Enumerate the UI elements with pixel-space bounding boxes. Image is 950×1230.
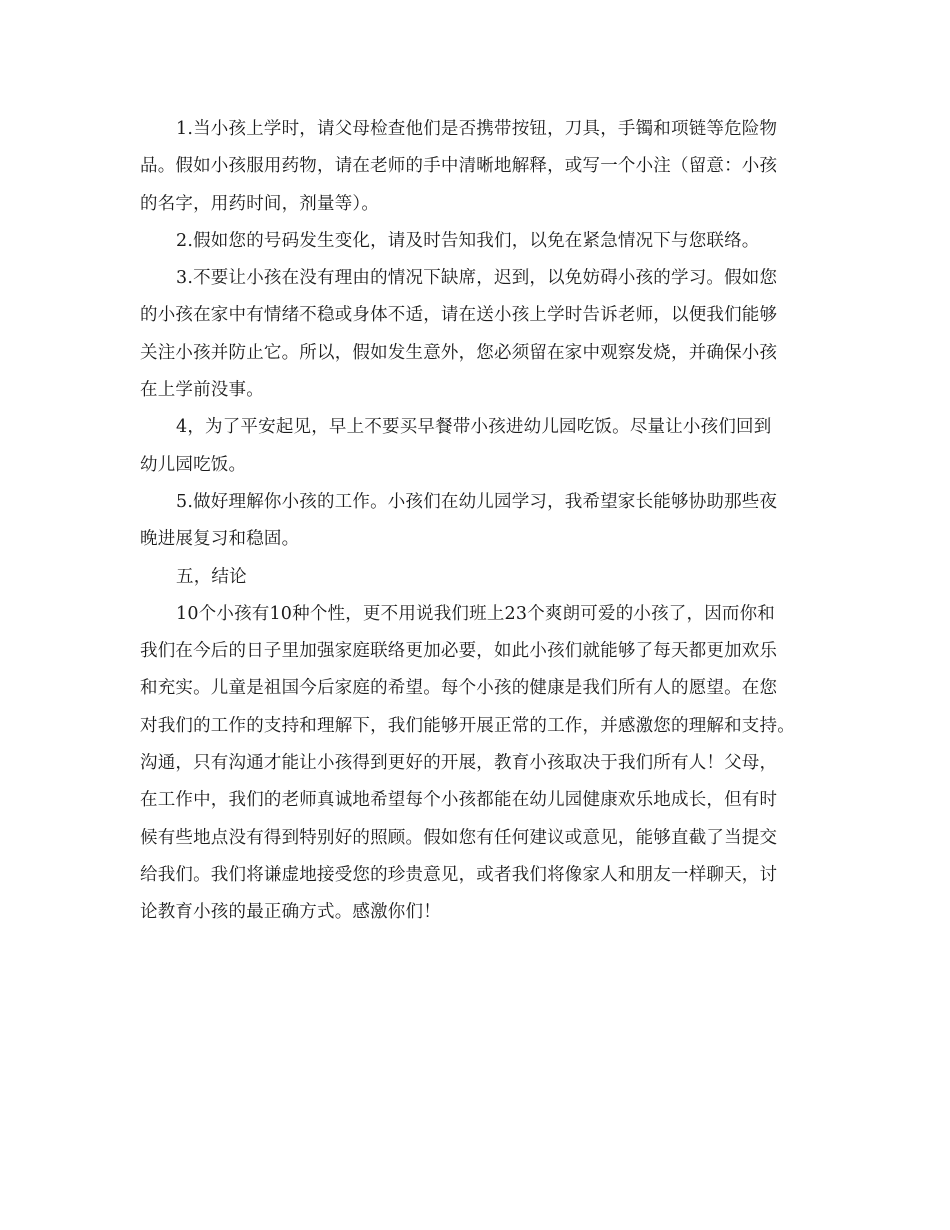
paragraph-1-line-1: 1.当小孩上学时，请父母检查他们是否携带按钮，刀具，手镯和项链等危险物 [176, 119, 778, 139]
paragraph-1-line-2: 品。假如小孩服用药物，请在老师的手中清晰地解释，或写一个小注（留意：小孩 [140, 156, 778, 177]
conclusion-line-5: 沟通，只有沟通才能让小孩得到更好的开展，教育小孩取决于我们所有人！父母， [140, 753, 778, 774]
paragraph-5-line-1: 5.做好理解你小孩的工作。小孩们在幼儿园学习，我希望家长能够协助那些夜 [176, 491, 778, 512]
conclusion-line-2: 我们在今后的日子里加强家庭联络更加必要，如此小孩们就能够了每天都更加欢乐 [140, 641, 778, 662]
paragraph-1-line-3: 的名字，用药时间，剂量等）。 [140, 193, 380, 214]
paragraph-4-line-2: 幼儿园吃饭。 [140, 454, 247, 475]
conclusion-line-9: 论教育小孩的最正确方式。感激你们！ [140, 902, 441, 923]
paragraph-2-line-1: 2.假如您的号码发生变化，请及时告知我们，以免在紧急情况下与您联络。 [176, 230, 760, 251]
conclusion-line-6: 在工作中，我们的老师真诚地希望每个小孩都能在幼儿园健康欢乐地成长，但有时 [140, 790, 778, 811]
conclusion-line-1: 10个小孩有10种个性，更不用说我们班上23个爽朗可爱的小孩了，因而你和 [176, 603, 776, 624]
conclusion-line-7: 候有些地点没有得到特别好的照顾。假如您有任何建议或意见，能够直截了当提交 [140, 827, 778, 848]
section-heading-conclusion: 五，结论 [176, 566, 247, 587]
conclusion-line-4: 对我们的工作的支持和理解下，我们能够开展正常的工作，并感激您的理解和支持。 [140, 715, 795, 736]
paragraph-3-line-4: 在上学前没事。 [140, 380, 264, 401]
document-body [140, 116, 812, 937]
paragraph-4-line-1: 4，为了平安起见，早上不要买早餐带小孩进幼儿园吃饭。尽量让小孩们回到 [176, 417, 772, 438]
paragraph-3-line-3: 关注小孩并防止它。所以，假如发生意外，您必须留在家中观察发烧，并确保小孩 [140, 342, 778, 363]
paragraph-3-line-2: 的小孩在家中有情绪不稳或身体不适，请在送小孩上学时告诉老师，以便我们能够 [140, 305, 778, 326]
paragraph-3-line-1: 3.不要让小孩在没有理由的情况下缺席，迟到，以免妨碍小孩的学习。假如您 [176, 268, 778, 289]
conclusion-line-3: 和充实。儿童是祖国今后家庭的希望。每个小孩的健康是我们所有人的愿望。在您 [140, 678, 778, 699]
conclusion-line-8: 给我们。我们将谦虚地接受您的珍贵意见，或者我们将像家人和朋友一样聊天，讨 [140, 864, 778, 885]
paragraph-5-line-2: 晚进展复习和稳固。 [140, 529, 300, 550]
